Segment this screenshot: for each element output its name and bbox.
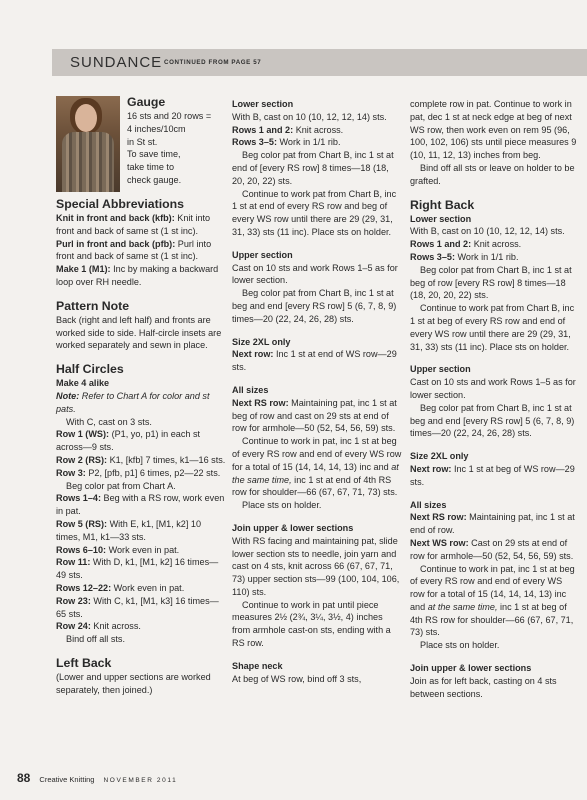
row-instruction: Row 5 (RS): With E, k1, [M1, k2] 10 times, M1, k1—33 sts. (56, 518, 202, 542)
gauge-line: check gauge. (127, 174, 182, 185)
column-1 (56, 197, 226, 697)
continue-instruction: Continue to work in pat, inc 1 st at beg of every RS row and end of every WS row for a total of 15 (14, 14, 14, 13) inc and at the same time, inc 1 st at end of 4th RS row for shoulder—66 (67, 67, 71, 73) sts. (232, 436, 402, 498)
row-instruction: Rows 3–5: Work in 1/1 rib. (410, 251, 519, 262)
special-abbrev-heading: Special Abbreviations (56, 197, 185, 211)
pattern-note-heading: Pattern Note (56, 298, 130, 313)
place-instruction: Place sts on holder. (242, 500, 322, 511)
make-label: Make 4 alike (56, 378, 110, 389)
pattern-title: SUNDANCE (70, 54, 163, 71)
row-instruction: Beg color pat from Chart A. (66, 480, 176, 491)
gauge-heading: Gauge (127, 95, 166, 109)
gauge-line: take time to (127, 162, 175, 173)
row-instruction: Rows 1 and 2: Knit across. (232, 124, 344, 135)
row-instruction: Next RS row: Maintaining pat, inc 1 st at beg of row and cast on 29 sts at end of row for armhole—50 (52, 54, 56, 59) sts. (232, 397, 397, 434)
issue-date: NOVEMBER 2011 (103, 777, 178, 784)
continue-instruction: Continue to work pat from Chart B, inc 1 st at end of every RS row and beg of every WS row until there are 29 (29, 31, 31, 33) sts (11 inc). Place sts on holder. (232, 188, 397, 237)
row-instruction: Rows 12–22: Work even in pat. (56, 582, 185, 593)
row-instruction: Row 24: Knit across. (56, 621, 141, 632)
all-sizes-heading: All sizes (410, 499, 447, 510)
chart-instruction: Beg color pat from Chart B, inc 1 st at beg and end [every RS row] 5 (6, 7, 8, 9) times—20 (22, 24, 26, 28) sts. (410, 402, 575, 439)
continue-instruction: Continue to work in pat, inc 1 st at beg of every RS row and end of every WS row for a total of 15 (14, 14, 14, 13) inc and at the same time, inc 1 st at beg of 4th RS row for shoulder—66 (67, 67, 71, 73) sts. (410, 563, 575, 638)
upper-section-heading: Upper section (232, 249, 293, 260)
half-circles-heading: Half Circles (56, 362, 124, 377)
section-banner (52, 49, 587, 76)
row-instruction: Rows 1–4: Beg with a RS row, work even in pat. (56, 493, 225, 517)
upper-section-heading: Upper section (410, 364, 471, 375)
magazine-name: Creative Knitting (39, 775, 95, 784)
lower-section-heading: Lower section (410, 213, 472, 224)
row-instruction: Rows 6–10: Work even in pat. (56, 544, 180, 555)
gauge-line: 16 sts and 20 rows = (127, 111, 212, 121)
page-number: 88 (17, 771, 31, 785)
row-instruction: Row 1 (WS): (P1, yo, p1) in each st across—9 sts. (56, 429, 201, 453)
row-instruction: Row 3: P2, [pfb, p1] 6 times, p2—22 sts. (56, 467, 221, 478)
abbrev-item: Knit in front and back (kfb): Knit into front and back of same st (1 st inc). (56, 213, 211, 236)
note-text: Note: Refer to Chart A for color and st pats. (56, 390, 210, 414)
row-instruction: Row 11: With D, k1, [M1, k2] 16 times—49 sts. (56, 557, 219, 581)
left-back-heading: Left Back (56, 655, 112, 670)
row-instruction: Row 23: With C, k1, [M1, k3] 16 times—65 sts. (56, 595, 219, 619)
row-instruction: Row 2 (RS): K1, [kfb] 7 times, k1—16 sts. (56, 454, 226, 465)
chart-instruction: Beg color pat from Chart B, inc 1 st at end of [every RS row] 8 times—18 (18, 20, 20, 22) sts. (232, 150, 394, 186)
abbrev-item: Make 1 (M1): Inc by making a backward loop over RH needle. (56, 264, 219, 287)
upper-cast-on: Cast on 10 sts and work Rows 1–5 as for lower section. (232, 262, 398, 286)
size-2xl-heading: Size 2XL only (232, 336, 291, 347)
gauge-line: in St st. (127, 136, 158, 147)
shape-neck-heading: Shape neck (232, 660, 283, 671)
size-2xl-heading: Size 2XL only (410, 451, 469, 462)
continued-note: CONTINUED FROM PAGE 57 (164, 59, 262, 66)
bind-off-text: Bind off all sts or leave on holder to be grafted. (410, 162, 575, 186)
page-footer (17, 771, 177, 785)
gauge-block (127, 95, 227, 187)
chart-instruction: Beg color pat from Chart B, inc 1 st at beg of row [every RS row] 8 times—18 (18, 20, 20, 22) sts. (410, 264, 572, 301)
lower-cast-on: With B, cast on 10 (10, 12, 12, 14) sts. (232, 111, 387, 122)
row-instruction: Bind off all sts. (66, 634, 125, 645)
lower-cast-on: With B, cast on 10 (10, 12, 12, 14) sts. (410, 226, 565, 237)
continued-text: complete row in pat. Continue to work in pat, dec 1 st at neck edge at beg of next WS row, then work even on rem 95 (96, 100, 102, 106) sts until piece measures 9 (10, 11, 12, 13) inches from beg. (410, 99, 577, 161)
all-sizes-heading: All sizes (232, 384, 269, 395)
row-instruction: Next row: Inc 1 st at end of WS row—29 sts. (232, 349, 397, 373)
lower-section-heading: Lower section (232, 99, 294, 109)
gauge-line: To save time, (127, 149, 181, 160)
row-instruction: Next RS row: Maintaining pat, inc 1 st at end of row. (410, 512, 575, 536)
column-3 (410, 98, 578, 700)
upper-cast-on: Cast on 10 sts and work Rows 1–5 as for lower section. (410, 377, 576, 400)
join-heading: Join upper & lower sections (410, 663, 532, 674)
chart-instruction: Beg color pat from Chart B, inc 1 st at beg and end [every RS row] 5 (6, 7, 8, 9) times—20 (22, 24, 26, 28) sts. (232, 288, 397, 324)
row-instruction: Next WS row: Cast on 29 sts at end of row for armhole—50 (52, 54, 56, 59) sts. (410, 537, 574, 561)
model-photo (56, 96, 120, 192)
join-heading: Join upper & lower sections (232, 522, 354, 533)
right-back-heading: Right Back (410, 197, 475, 212)
cast-on-text: With C, cast on 3 sts. (66, 416, 152, 427)
left-back-text: (Lower and upper sections are worked separately, then joined.) (56, 671, 211, 695)
abbrev-item: Purl in front and back (pfb): Purl into front and back of same st (1 st inc). (56, 238, 212, 262)
column-2 (232, 98, 402, 685)
row-instruction: Rows 3–5: Work in 1/1 rib. (232, 137, 341, 148)
join-instruction: With RS facing and maintaining pat, slide lower section sts to needle, join yarn and cast on 4 sts, knit across 66 (67, 67, 71, 73) upper section sts—99 (100, 104, 106, 110) sts. (232, 535, 400, 597)
shape-instruction: At beg of WS row, bind off 3 sts, (232, 673, 362, 684)
place-instruction: Place sts on holder. (420, 640, 500, 651)
gauge-line: 4 inches/10cm (127, 123, 186, 134)
join-instruction: Continue to work in pat until piece measures 2½ (2¾, 3¼, 3½, 4) inches from armhole cast-on sts, ending with a RS row. (232, 599, 391, 649)
continue-instruction: Continue to work pat from Chart B, inc 1 st at beg of every RS row and end of every WS row until there are 29 (29, 31, 31, 33) sts (11 inc). Place sts on holder. (410, 303, 575, 352)
pattern-note-text: Back (right and left half) and fronts are worked side to side. Half-circle insets are worked separately and sewn in place. (56, 314, 222, 351)
join-instruction: Join as for left back, casting on 4 sts between sections. (410, 675, 557, 699)
row-instruction: Next row: Inc 1 st at beg of WS row—29 sts. (410, 463, 575, 487)
row-instruction: Rows 1 and 2: Knit across. (410, 239, 522, 250)
